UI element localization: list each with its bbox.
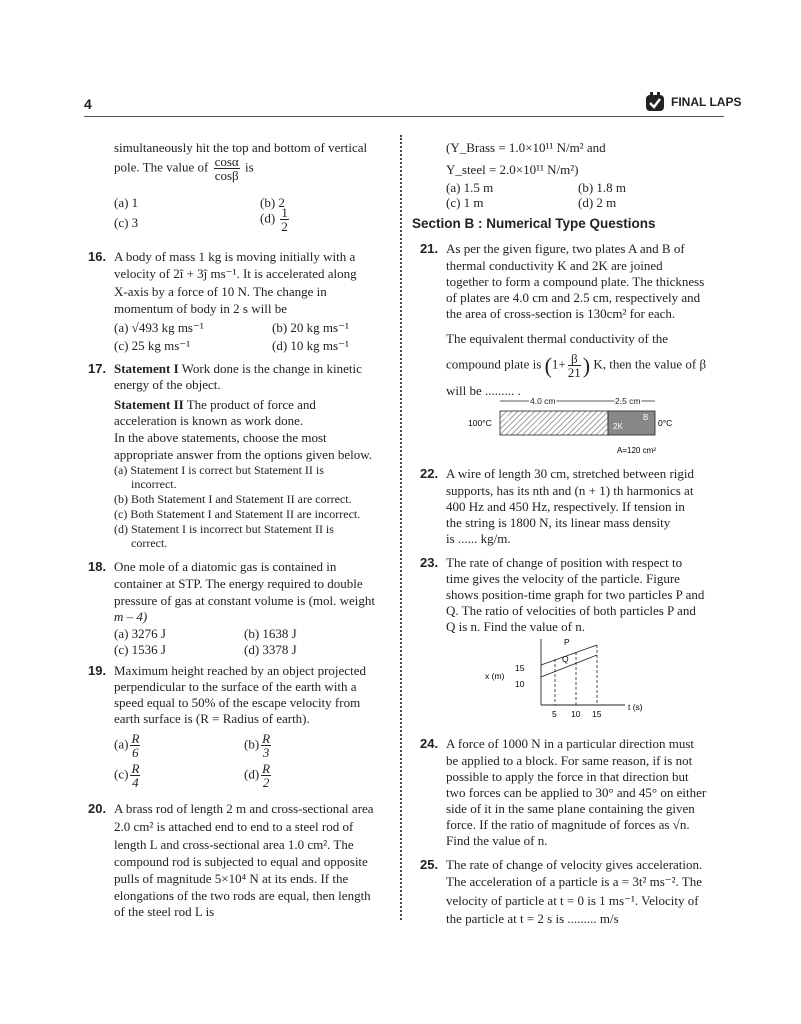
- y-tick: 10: [515, 679, 525, 689]
- section-title: Section B : Numerical Type Questions: [412, 216, 656, 231]
- option: (c) 3: [114, 215, 139, 230]
- option: (a) 1: [114, 195, 139, 210]
- q23-line: Q is n. Find the value of n.: [446, 619, 586, 634]
- plate-a: [500, 411, 608, 435]
- q19-line: speed equal to 50% of the escape velocity from: [114, 695, 361, 710]
- q21-line: the area of cross-section is 130cm² for each.: [446, 306, 676, 321]
- brand-label: FINAL LAPS: [671, 94, 742, 109]
- plate-b-label: B: [643, 413, 649, 422]
- statement-label: Statement I: [114, 361, 179, 376]
- option: (b) 1638 J: [244, 626, 297, 641]
- q17-line: acceleration is known as work done.: [114, 413, 304, 428]
- question-number: 25.: [420, 857, 439, 872]
- dimension-label-b: 2.5 cm: [615, 396, 641, 406]
- x-tick: 10: [571, 709, 581, 719]
- q24-line: force. If the ratio of magnitude of forces as √n.: [446, 817, 690, 832]
- q20-line: of the steel rod L is: [114, 904, 215, 919]
- option-label: (c): [114, 766, 129, 782]
- question-number: 20.: [88, 801, 107, 816]
- frac-den: cosβ: [214, 168, 239, 183]
- dimension-label-a: 4.0 cm: [530, 396, 556, 406]
- q21-text: K, then the value of β: [593, 356, 707, 372]
- question-number: 16.: [88, 249, 107, 264]
- x-tick: 5: [552, 709, 557, 719]
- q19-line: perpendicular to the surface of the earth with a: [114, 679, 357, 694]
- checkmark-badge-icon: [645, 92, 665, 112]
- frac-num: cosα: [214, 154, 239, 169]
- q18-line: container at STP. The energy required to double: [114, 576, 363, 591]
- q25-line: the particle at t = 2 s is ......... m/s: [446, 911, 619, 926]
- q24-line: possible to apply the force in that direction but: [446, 769, 689, 784]
- question-number: 23.: [420, 555, 439, 570]
- q16-line: A body of mass 1 kg is moving initially with a: [114, 249, 356, 264]
- option: (c) 25 kg ms⁻¹: [114, 338, 191, 353]
- question-number: 19.: [88, 663, 107, 678]
- paren: ): [582, 353, 591, 378]
- q22-line: the string is 1800 N, its linear mass density: [446, 515, 671, 530]
- q20-line: length L and cross-sectional area 1.0 cm². The: [114, 837, 354, 852]
- frac-den: 3: [262, 745, 270, 760]
- q17-line: energy of the object.: [114, 377, 221, 392]
- paren: (: [544, 353, 552, 378]
- q24-line: Find the value of n.: [446, 833, 548, 848]
- q25-line: The acceleration of a particle is a = 3t² ms⁻². The: [446, 874, 703, 889]
- q20-line: elongations of the two rods are equal, then length: [114, 888, 371, 903]
- q21-line: The equivalent thermal conductivity of the: [446, 331, 669, 346]
- option: (d) 10 kg ms⁻¹: [272, 338, 349, 353]
- q17-line: appropriate answer from the options given below.: [114, 447, 373, 462]
- q23-line: The rate of change of position with respect to: [446, 555, 683, 570]
- option: (a) √493 kg ms⁻¹: [114, 320, 204, 335]
- q23-line: Q. The ratio of velocities of both particles P and: [446, 603, 696, 618]
- option: (d) 2 m: [578, 195, 617, 210]
- q22-line: A wire of length 30 cm, stretched between rigid: [446, 466, 695, 481]
- option: (c) 1536 J: [114, 642, 166, 657]
- page-number: 4: [84, 96, 92, 112]
- k-b-label: 2K: [613, 422, 623, 431]
- frac-num: R: [262, 731, 271, 746]
- temp-hot-label: 100°C: [468, 418, 492, 428]
- question-number: 17.: [88, 361, 107, 376]
- q24-line: two forces can be applied to 30° and 45° on either: [446, 785, 707, 800]
- header-rule: [84, 116, 724, 117]
- position-time-graph: [485, 635, 655, 723]
- question-number: 21.: [420, 241, 439, 256]
- option: [244, 732, 273, 759]
- line-q: [541, 655, 597, 677]
- option-fraction: [261, 762, 271, 789]
- frac-den: 2: [262, 775, 270, 790]
- q21-line: thermal conductivity K and 2K are joined: [446, 258, 663, 273]
- option: (d) 3378 J: [244, 642, 297, 657]
- option: incorrect.: [131, 477, 177, 491]
- q15-line: [114, 155, 254, 182]
- q24-line: A force of 1000 N in a particular direction must: [446, 736, 695, 751]
- option: (b) Both Statement I and Statement II are correct.: [114, 492, 352, 506]
- q24-line: side of it in the same plane containing the given: [446, 801, 695, 816]
- frac-den: 2: [281, 219, 288, 234]
- option-label: (a): [114, 736, 129, 752]
- q20-cont-line: (Y_Brass = 1.0×10¹¹ N/m² and: [446, 140, 606, 155]
- q16-line: momentum of body in 2 s will be: [114, 301, 287, 316]
- question-number: 24.: [420, 736, 439, 751]
- q17-line: In the above statements, choose the most: [114, 430, 327, 445]
- brand-header: [645, 92, 741, 112]
- frac-den: 6: [132, 745, 139, 760]
- option-label: (d): [244, 766, 260, 782]
- q21-line: together to form a compound plate. The thickness: [446, 274, 705, 289]
- option: correct.: [131, 536, 168, 550]
- frac-num: 1: [281, 205, 288, 220]
- option: (a) 1.5 m: [446, 180, 494, 195]
- option: (c) Both Statement I and Statement II are incorrect.: [114, 507, 361, 521]
- q20-line: pulls of magnitude 5×10⁴ N at its ends. If the: [114, 871, 349, 886]
- q21-fraction: [568, 352, 581, 379]
- option: [244, 762, 273, 789]
- q15-text: is: [244, 159, 254, 175]
- option-fraction: [261, 732, 271, 759]
- x-tick: 15: [592, 709, 602, 719]
- q15-text: pole. The value of: [114, 159, 209, 175]
- q15-line: simultaneously hit the top and bottom of vertical: [114, 140, 368, 155]
- q16-line: velocity of 2î + 3ĵ ms⁻¹. It is accelerated along: [114, 266, 357, 281]
- q21-line: As per the given figure, two plates A and B of: [446, 241, 685, 256]
- q25-line: The rate of change of velocity gives acceleration.: [446, 857, 703, 872]
- q19-line: earth surface is (R = Radius of earth).: [114, 711, 310, 726]
- option: [114, 762, 142, 789]
- option: (a) 3276 J: [114, 626, 166, 641]
- q19-line: Maximum height reached by an object projected: [114, 663, 366, 678]
- option-label: (b): [244, 736, 260, 752]
- line-p: [541, 645, 597, 665]
- k-a-label: K: [536, 420, 542, 429]
- q20-line: compound rod is subjected to equal and opposite: [114, 854, 368, 869]
- q20-cont-line: Y_steel = 2.0×10¹¹ N/m²): [446, 162, 579, 177]
- q25-line: velocity of particle at t = 0 is 1 ms⁻¹. Velocity of: [446, 893, 699, 908]
- option-fraction: [130, 762, 140, 789]
- q18-line: m – 4): [114, 609, 148, 624]
- frac-den: 4: [132, 775, 139, 790]
- option: [260, 206, 291, 233]
- option: [114, 732, 142, 759]
- q22-line: is ...... kg/m.: [446, 531, 511, 546]
- label-q: Q: [562, 654, 569, 664]
- q24-line: be applied to a block. For same reason, if is not: [446, 753, 693, 768]
- q23-line: shows position-time graph for two particles P and: [446, 587, 705, 602]
- y-tick: 15: [515, 663, 525, 673]
- q20-line: 2.0 cm² is attached end to end to a steel rod of: [114, 819, 354, 834]
- option-fraction: [130, 732, 140, 759]
- option: (b) 2: [260, 195, 285, 210]
- q21-line: compound plate is (1+ $\frac{\beta}{21}$ ) K, then the value of β: [446, 351, 707, 380]
- q23-line: time gives the velocity of the particle. Figure: [446, 571, 680, 586]
- q16-line: X-axis by a force of 10 N. The change in: [114, 284, 327, 299]
- q21-line: of plates are 4.0 cm and 2.5 cm, respectively and: [446, 290, 701, 305]
- temp-cold-label: 0°C: [658, 418, 673, 428]
- option: (d) Statement I is incorrect but Statement II is: [114, 522, 334, 536]
- column-divider: [400, 135, 402, 920]
- q18-line: One mole of a diatomic gas is contained in: [114, 559, 337, 574]
- statement-text: The product of force and: [183, 397, 316, 412]
- frac-num: R: [131, 731, 140, 746]
- frac-den: 21: [567, 365, 581, 380]
- x-axis-label: t (s): [628, 702, 643, 712]
- q17-line: [114, 360, 362, 377]
- q20-line: A brass rod of length 2 m and cross-sectional area: [114, 801, 374, 816]
- q21-text: compound plate is: [446, 356, 542, 372]
- plate-a-label: A: [504, 414, 510, 423]
- question-number: 18.: [88, 559, 107, 574]
- q15-fraction: [214, 155, 240, 182]
- statement-text: Work done is the change in kinetic: [178, 361, 362, 376]
- q21-line: will be ......... .: [446, 383, 521, 398]
- q18-line: pressure of gas at constant volume is (mol. weight: [114, 593, 376, 608]
- y-axis-label: x (m): [485, 671, 505, 681]
- frac-num: R: [131, 761, 140, 776]
- frac-num: β: [568, 352, 581, 366]
- option: (c) 1 m: [446, 195, 484, 210]
- area-label: A=120 cm²: [617, 446, 656, 455]
- question-number: 22.: [420, 466, 439, 481]
- option-label: (d): [260, 210, 276, 226]
- q22-line: supports, has its nth and (n + 1) th harmonics at: [446, 483, 694, 498]
- q22-line: 400 Hz and 450 Hz, respectively. If tension in: [446, 499, 685, 514]
- option: (b) 20 kg ms⁻¹: [272, 320, 349, 335]
- frac-num: R: [262, 761, 271, 776]
- q17-line: [114, 396, 316, 413]
- option: (a) Statement I is correct but Statement II is: [114, 463, 324, 477]
- option-fraction: [280, 206, 289, 233]
- thermal-plates-figure: [460, 395, 690, 457]
- statement-label: Statement II: [114, 397, 184, 412]
- option: (b) 1.8 m: [578, 180, 627, 195]
- label-p: P: [564, 637, 570, 647]
